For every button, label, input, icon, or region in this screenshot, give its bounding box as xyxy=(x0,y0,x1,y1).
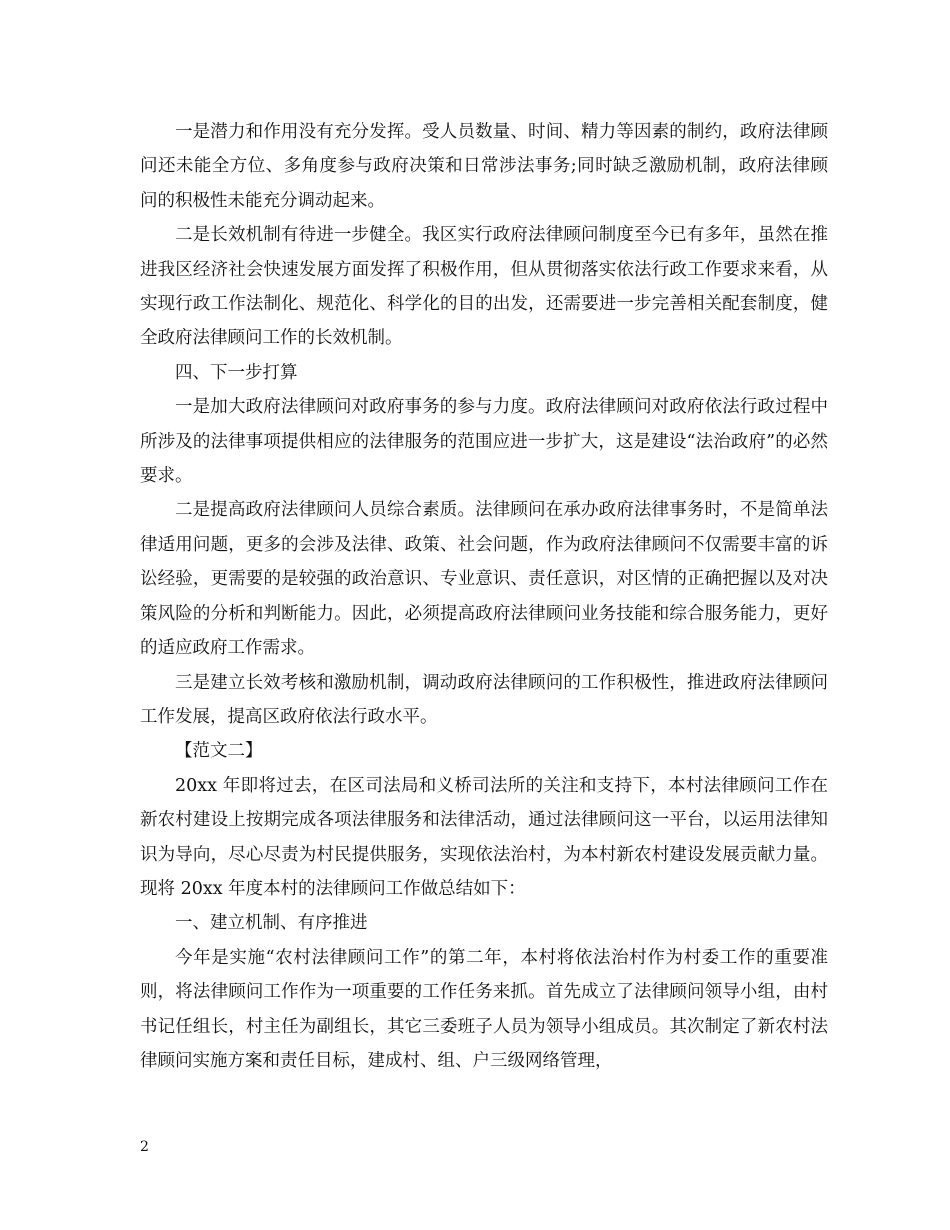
section-heading-mechanism: 一、建立机制、有序推进 xyxy=(175,913,368,934)
paragraph-3: 一是加大政府法律顾问对政府事务的参与力度。政府法律顾问对政府依法行政过程中所涉及的法律事项提供相应的法律服务的范围应进一步扩大，这是建设“法治政府”的必然要求。 xyxy=(140,397,828,487)
section-heading-next-steps: 四、下一步打算 xyxy=(175,362,298,383)
paragraph-5: 三是建立长效考核和激励机制，调动政府法律顾问的工作积极性，推进政府法律顾问工作发展，提高区政府依法行政水平。 xyxy=(140,672,828,727)
sample-heading: 【范文二】 xyxy=(175,741,263,762)
paragraph-2: 二是长效机制有待进一步健全。我区实行政府法律顾问制度至今已有多年，虽然在推进我区经济社会快速发展方面发挥了积极作用，但从贯彻落实依法行政工作要求来看，从实现行政工作法制化、规范化、科学化的目的出发，还需要进一步完善相关配套制度，健全政府法律顾问工作的长效机制。 xyxy=(140,225,828,349)
paragraph-4: 二是提高政府法律顾问人员综合素质。法律顾问在承办政府法律事务时，不是简单法律适用问题，更多的会涉及法律、政策、社会问题，作为政府法律顾问不仅需要丰富的诉讼经验，更需要的是较强的政治意识、专业意识、责任意识，对区情的正确把握以及对决策风险的分析和判断能力。因此，必须提高政府法律顾问业务技能和综合服务能力，更好的适应政府工作需求。 xyxy=(140,500,828,659)
page-number: 2 xyxy=(140,1139,149,1155)
paragraph-6: 20xx 年即将过去，在区司法局和义桥司法所的关注和支持下，本村法律顾问工作在新农村建设上按期完成各项法律服务和法律活动，通过法律顾问这一平台，以运用法律知识为导向，尽心尽责为村民提供服务，实现依法治村，为本村新农村建设发展贡献力量。现将 20xx 年度本村的法律顾问工作做总结如下： xyxy=(140,775,828,899)
paragraph-7: 今年是实施“农村法律顾问工作”的第二年，本村将依法治村作为村委工作的重要准则，将法律顾问工作作为一项重要的工作任务来抓。首先成立了法律顾问领导小组，由村书记任组长，村主任为副组长，其它三委班子人员为领导小组成员。其次制定了新农村法律顾问实施方案和责任目标，建成村、组、户三级网络管理， xyxy=(140,947,828,1071)
paragraph-1: 一是潜力和作用没有充分发挥。受人员数量、时间、精力等因素的制约，政府法律顾问还未能全方位、多角度参与政府决策和日常涉法事务;同时缺乏激励机制，政府法律顾问的积极性未能充分调动起来。 xyxy=(140,122,828,211)
document-body xyxy=(140,115,828,1078)
